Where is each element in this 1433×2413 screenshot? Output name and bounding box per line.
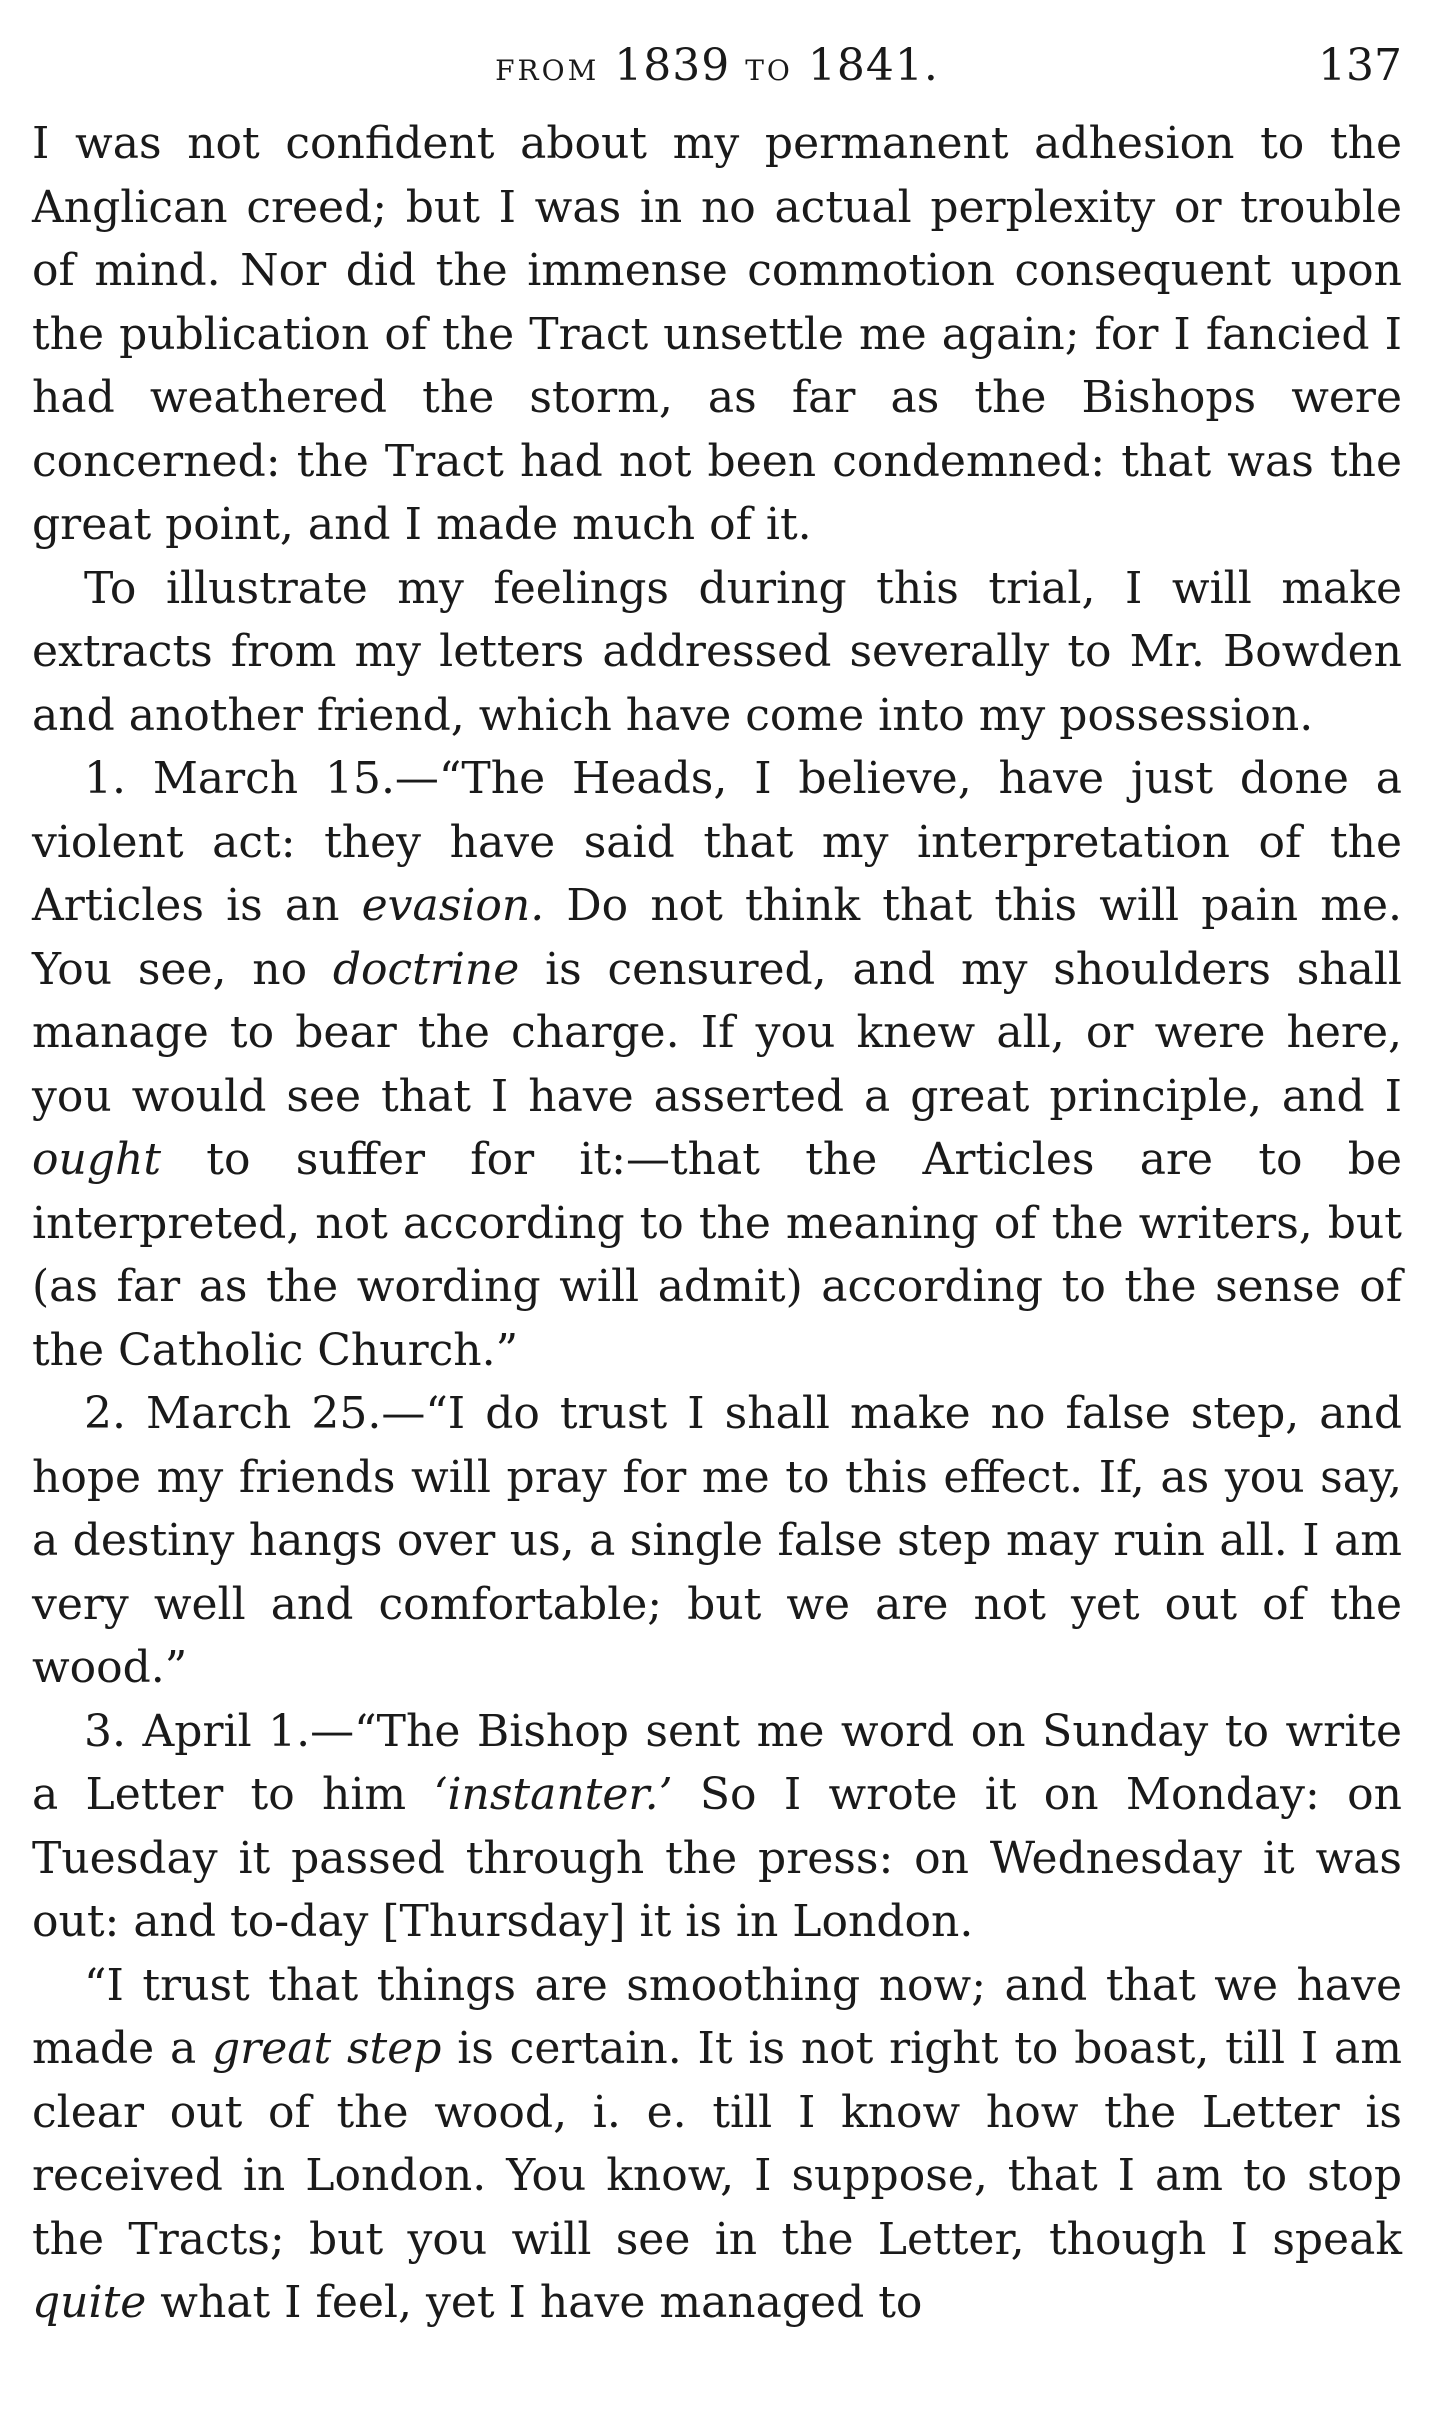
italic-run: great step — [212, 2023, 442, 2074]
running-title-from: FROM — [495, 54, 600, 87]
running-title — [32, 20, 1402, 117]
paragraph-letter-3-continued — [32, 1954, 1402, 2335]
text-run: “I trust that things are smoothing now; and that we have made a — [32, 1959, 1402, 2074]
text-run: Do not think that this will pain me. You see, no — [32, 880, 1402, 995]
paragraph-intro-extracts — [32, 557, 1402, 748]
paragraph-continued — [32, 112, 1402, 557]
paragraph-letter-2 — [32, 1382, 1402, 1700]
body-text — [32, 112, 1402, 2335]
page-number: 137 — [1318, 40, 1402, 91]
italic-run: doctrine — [332, 943, 520, 995]
paragraph-letter-3 — [32, 1700, 1402, 1954]
text-run: what I feel, yet I have managed to — [146, 2277, 923, 2328]
text-run: I was not confident about my permanent adhesion to the Anglican creed; but I was in no actual perplexity or trouble of mind. Nor did the immense commotion consequent upon the publication of the Tract unsettle me again; for I fancied I had weathered the storm, as far as the Bishops were concerned: the Tract had not been condemned: that was the great point, and I made much of it. — [32, 118, 1402, 550]
italic-run: evasion. — [361, 880, 545, 931]
text-run: is censured, and my shoulders shall manage to bear the charge. If you knew all, or were here, you would see that I have asserted a great principle, and I — [32, 943, 1403, 1122]
running-title-year-end: 1841. — [807, 40, 939, 91]
italic-run: quite — [32, 2277, 147, 2328]
text-run: 1. March 15.—“The Heads, I believe, have just done a violent act: they have said that my interpretation of the Articles is an — [32, 753, 1402, 931]
book-page — [32, 20, 1402, 2335]
text-run: To illustrate my feelings during this trial, I will make extracts from my letters addressed severally to Mr. Bowden and another friend, which have come into my possession. — [32, 562, 1402, 741]
text-run: So I wrote it on Monday: on Tuesday it passed through the press: on Wednesday it was out: and to-day [Thursday] it is in London. — [32, 1769, 1402, 1947]
text-run: 3. April 1.—“The Bishop sent me word on Sunday to write a Letter to him — [32, 1705, 1402, 1820]
italic-run: ought — [32, 1134, 162, 1185]
running-title-to: TO — [745, 54, 793, 87]
text-run: to suffer for it:—that the Articles are to be interpreted, not according to the meaning of the writers, but (as far as the wording will admit) according to the sense of the Catholic Church.” — [32, 1134, 1402, 1376]
running-title-year-start: 1839 — [614, 40, 731, 91]
italic-run: ‘instanter.’ — [433, 1769, 673, 1820]
paragraph-letter-1 — [32, 747, 1402, 1382]
text-run: is certain. It is not right to boast, till I am clear out of the wood, i. e. till I know how the Letter is received in London. You know, I suppose, that I am to stop the Tracts; but you will see in the Letter, though I speak — [32, 2023, 1402, 2265]
running-header — [32, 20, 1402, 112]
text-run: 2. March 25.—“I do trust I shall make no false step, and hope my friends will pray for me to this effect. If, as you say, a destiny hangs over us, a single false step may ruin all. I am very well and comfortable; but we are not yet out of the wood.” — [32, 1388, 1402, 1693]
